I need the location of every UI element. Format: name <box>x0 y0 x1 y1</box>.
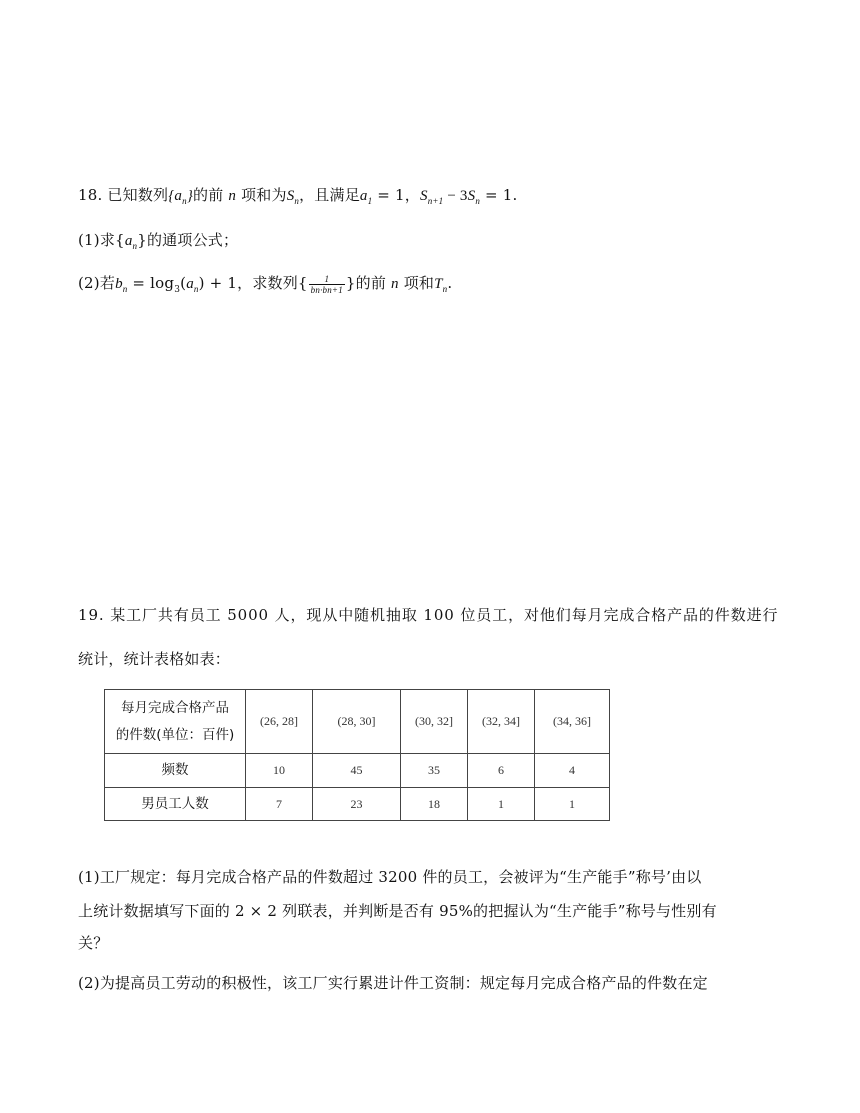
table-cell: 6 <box>468 754 535 788</box>
q18-cond1: $a_1$ <box>359 188 373 206</box>
q18-cond2: $S_{n+1} - 3S_n$ <box>419 188 481 206</box>
q18-stem-prefix: 18. 已知数列 <box>78 186 169 204</box>
q18-seq-a: $\{a_n\}$ <box>168 188 194 206</box>
q18-stem-mid3: ，且满足 <box>299 186 360 204</box>
q18-part2-eq: = log <box>127 274 175 292</box>
q18-part1-text-a: 求{ <box>99 231 125 249</box>
q18-arg-open: ( <box>180 274 187 292</box>
interval-cell: (34, 36] <box>535 690 610 754</box>
table-row <box>105 788 610 821</box>
q18-part2-arg: $a_n$ <box>186 276 199 294</box>
table-cell: 23 <box>313 788 401 821</box>
table-cell: 4 <box>535 754 610 788</box>
q18-part1 <box>78 229 238 251</box>
q18-frac-den: bn·bn+1 <box>310 284 343 295</box>
header-label-line1: 每月完成合格产品 <box>121 699 229 716</box>
q18-part2-text-c: 项和 <box>398 274 435 292</box>
interval-cell: (28, 30] <box>313 690 401 754</box>
table-header-row <box>105 690 610 754</box>
q19-line2: 统计，统计表格如表： <box>78 650 231 668</box>
table-cell: 7 <box>246 788 313 821</box>
q18-stem <box>78 184 517 206</box>
q18-part2 <box>78 272 452 295</box>
q19-part1-line3: 关？ <box>78 934 109 952</box>
table-header-label <box>105 690 246 754</box>
q18-part2-end: . <box>447 274 453 292</box>
q18-part2-label: (2) <box>78 274 100 292</box>
q19-part2-line1: (2)为提高员工劳动的积极性，该工厂实行累进计件工资制：规定每月完成合格产品的件数在定 <box>78 974 708 992</box>
q18-fraction <box>309 274 345 295</box>
q18-cond2-rest: = 1. <box>480 186 518 204</box>
table-cell: 1 <box>535 788 610 821</box>
q18-part1-label: (1) <box>78 231 100 249</box>
q18-stem-mid2: 项和为 <box>236 186 287 204</box>
table-cell: 35 <box>401 754 468 788</box>
q19-part1-line2: 上统计数据填写下面的 2 × 2 列联表，并判断是否有 95%的把握认为“生产能手”称号与性别有 <box>78 902 717 920</box>
header-label-line2: 的件数(单位：百件) <box>115 726 235 743</box>
q19-line1: 19. 某工厂共有员工 5000 人，现从中随机抽取 100 位员工，对他们每月完成合格产品的件数进行 <box>78 606 779 624</box>
q18-part1-text-b: }的通项公式； <box>137 231 239 249</box>
q18-log-base: 3 <box>174 285 181 295</box>
interval-cell: (32, 34] <box>468 690 535 754</box>
row-label-male: 男员工人数 <box>105 788 246 821</box>
table-cell: 45 <box>313 754 401 788</box>
q18-part2-b: $b_n$ <box>115 276 128 294</box>
table-cell: 1 <box>468 788 535 821</box>
q18-arg-close: ) + 1，求数列{ <box>198 274 308 292</box>
q18-frac-num: 1 <box>309 274 345 285</box>
q18-n: n <box>228 188 237 204</box>
q18-part2-T: $T_n$ <box>434 276 448 294</box>
q18-stem-mid1: 的前 <box>193 186 229 204</box>
interval-cell: (26, 28] <box>246 690 313 754</box>
table-cell: 10 <box>246 754 313 788</box>
q18-part2-n: n <box>391 276 399 292</box>
q18-part2-text-a: 若 <box>99 274 116 292</box>
q19-stats-table <box>104 689 610 821</box>
table-cell: 18 <box>401 788 468 821</box>
q18-S: $S_n$ <box>286 188 300 206</box>
q19-part1-line1: (1)工厂规定：每月完成合格产品的件数超过 3200 件的员工，会被评为“生产能手”称号’由以 <box>78 868 702 886</box>
row-label-frequency: 频数 <box>105 754 246 788</box>
q18-part2-text-b: }的前 <box>345 274 392 292</box>
q18-cond1-rest: = 1， <box>372 186 420 204</box>
interval-cell: (30, 32] <box>401 690 468 754</box>
q18-part1-a: $a_n$ <box>124 233 138 251</box>
table-row <box>105 754 610 788</box>
